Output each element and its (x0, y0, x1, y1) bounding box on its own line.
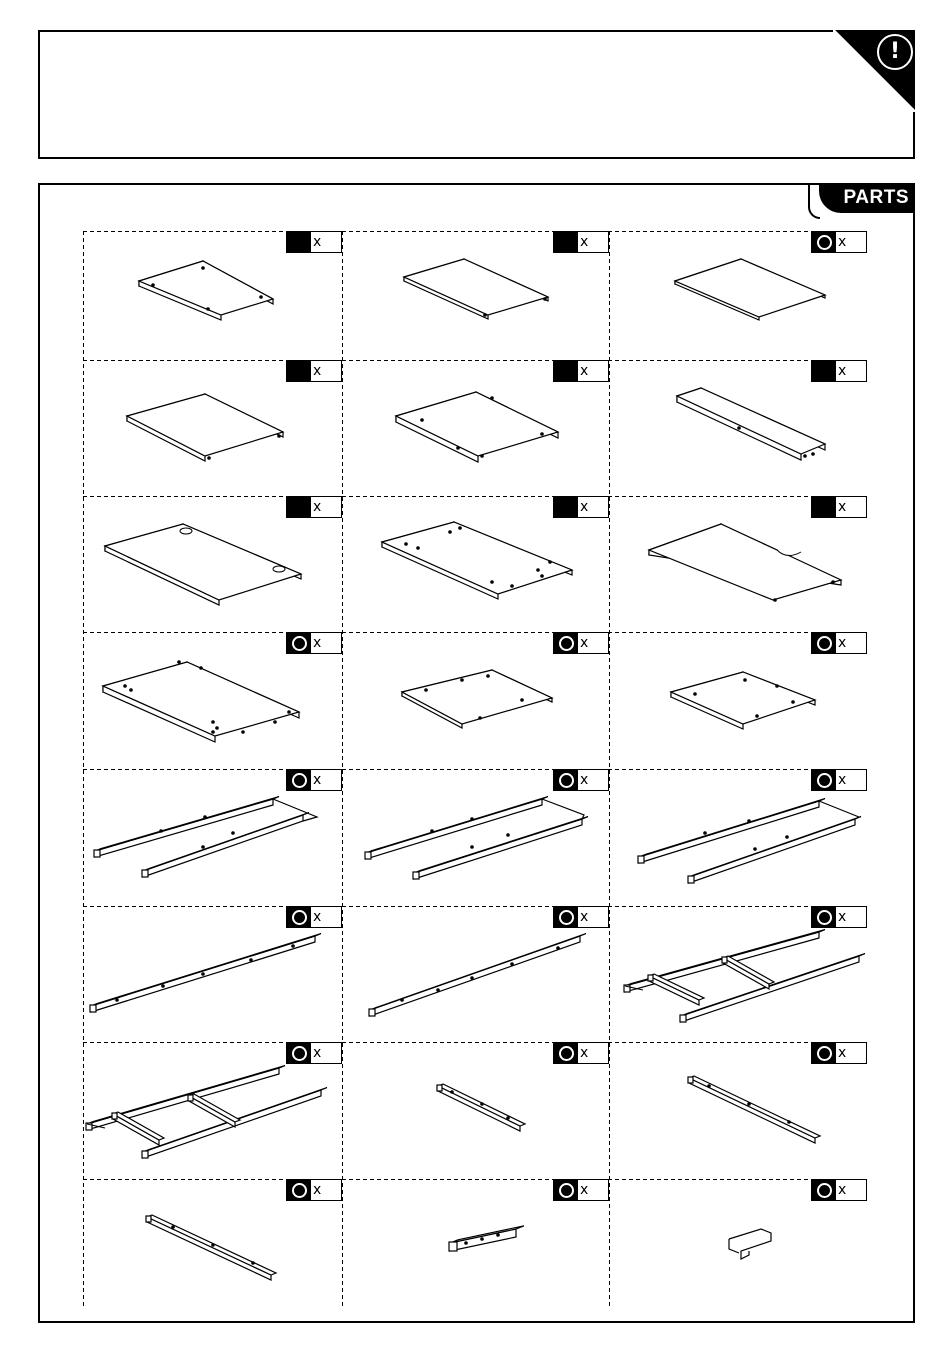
quantity-multiplier: x (580, 1182, 589, 1198)
square-marker-icon (554, 232, 578, 252)
part-cell (609, 496, 867, 632)
quantity-label (286, 360, 342, 382)
quantity-label (286, 769, 342, 791)
circle-marker-icon (287, 770, 311, 790)
part-cell (609, 769, 867, 906)
quantity-label (811, 231, 867, 253)
quantity-multiplier: x (580, 499, 589, 515)
part-cell (342, 496, 609, 632)
quantity-multiplier: x (313, 635, 322, 651)
circle-marker-icon (287, 1180, 311, 1200)
part-cell (609, 1042, 867, 1179)
quantity-multiplier: x (580, 363, 589, 379)
quantity-multiplier: x (313, 909, 322, 925)
circle-marker-icon (812, 1043, 836, 1063)
quantity-label (553, 906, 609, 928)
square-marker-icon (287, 497, 311, 517)
quantity-multiplier: x (313, 772, 322, 788)
part-cell (609, 906, 867, 1042)
part-cell (609, 231, 867, 360)
part-cell (83, 632, 342, 769)
circle-marker-icon (812, 907, 836, 927)
circle-marker-icon (554, 1043, 578, 1063)
quantity-multiplier: x (580, 234, 589, 250)
quantity-multiplier: x (313, 1182, 322, 1198)
square-marker-icon (554, 361, 578, 381)
quantity-label (811, 906, 867, 928)
parts-grid (83, 231, 867, 1306)
quantity-label (553, 360, 609, 382)
circle-marker-icon (554, 770, 578, 790)
quantity-multiplier: x (580, 635, 589, 651)
quantity-label (553, 496, 609, 518)
quantity-label (811, 1042, 867, 1064)
circle-marker-icon (287, 1043, 311, 1063)
parts-tab-label: PARTS (843, 187, 909, 208)
quantity-label (286, 632, 342, 654)
square-marker-icon (287, 361, 311, 381)
quantity-multiplier: x (838, 234, 847, 250)
quantity-label (286, 906, 342, 928)
part-cell (342, 360, 609, 496)
quantity-label (811, 360, 867, 382)
part-cell (609, 1179, 867, 1306)
quantity-multiplier: x (313, 234, 322, 250)
quantity-label (811, 769, 867, 791)
part-cell (83, 360, 342, 496)
circle-marker-icon (812, 770, 836, 790)
quantity-label (286, 1179, 342, 1201)
quantity-multiplier: x (838, 1045, 847, 1061)
circle-marker-icon (554, 633, 578, 653)
circle-marker-icon (287, 907, 311, 927)
part-cell (609, 360, 867, 496)
circle-marker-icon (812, 1180, 836, 1200)
parts-tab (819, 183, 915, 213)
exclamation-mark: ! (889, 39, 901, 64)
quantity-label (553, 1179, 609, 1201)
quantity-label (553, 1042, 609, 1064)
quantity-label (811, 632, 867, 654)
quantity-label (553, 231, 609, 253)
exclamation-icon (877, 34, 913, 70)
quantity-multiplier: x (313, 1045, 322, 1061)
square-marker-icon (554, 497, 578, 517)
quantity-multiplier: x (838, 635, 847, 651)
part-cell (342, 1042, 609, 1179)
circle-marker-icon (812, 633, 836, 653)
quantity-multiplier: x (838, 909, 847, 925)
square-marker-icon (287, 232, 311, 252)
quantity-label (286, 231, 342, 253)
circle-marker-icon (812, 232, 836, 252)
quantity-multiplier: x (580, 909, 589, 925)
quantity-label (553, 632, 609, 654)
quantity-multiplier: x (838, 1182, 847, 1198)
quantity-multiplier: x (313, 499, 322, 515)
quantity-multiplier: x (838, 499, 847, 515)
quantity-multiplier: x (580, 1045, 589, 1061)
part-cell (83, 906, 342, 1042)
quantity-multiplier: x (838, 363, 847, 379)
quantity-label (811, 496, 867, 518)
circle-marker-icon (554, 1180, 578, 1200)
quantity-multiplier: x (313, 363, 322, 379)
quantity-multiplier: x (838, 772, 847, 788)
quantity-label (811, 1179, 867, 1201)
part-cell (342, 906, 609, 1042)
part-cell (83, 231, 342, 360)
part-cell (83, 769, 342, 906)
part-cell (83, 1179, 342, 1306)
circle-marker-icon (287, 633, 311, 653)
part-cell (342, 1179, 609, 1306)
part-cell (342, 769, 609, 906)
part-cell (342, 231, 609, 360)
square-marker-icon (812, 497, 836, 517)
notice-box (38, 30, 915, 159)
quantity-multiplier: x (580, 772, 589, 788)
square-marker-icon (812, 361, 836, 381)
part-cell (609, 632, 867, 769)
part-cell (83, 1042, 342, 1179)
quantity-label (286, 496, 342, 518)
part-cell (342, 632, 609, 769)
part-cell (83, 496, 342, 632)
quantity-label (553, 769, 609, 791)
quantity-label (286, 1042, 342, 1064)
circle-marker-icon (554, 907, 578, 927)
